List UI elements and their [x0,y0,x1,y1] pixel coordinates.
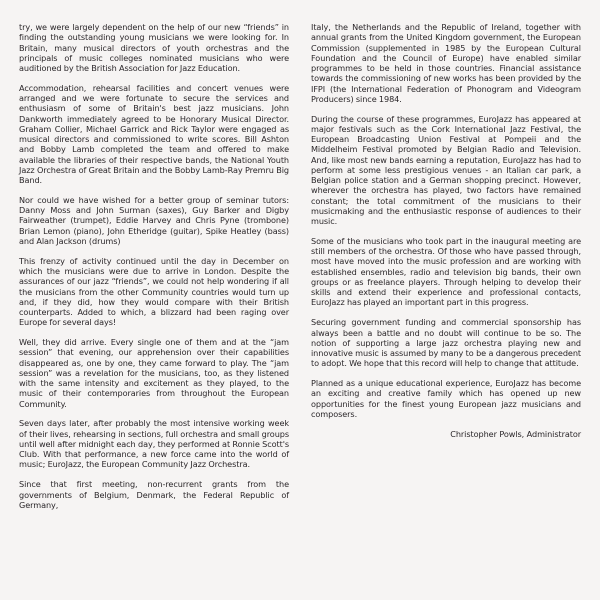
left-text-column [19,22,289,520]
right-paragraph-2: During the course of these programmes, EuroJazz has appeared at major festivals such as the Cork International Jazz Festival, the European Broadcasting Union Festival at Pompeii and the Middelheim Festival promoted by Belgian Radio and Television. And, like most new bands earning a reputation, EuroJazz has had to perform at some less prestigious venues - an Italian car park, a Belgian police station and a German shopping precinct. However, wherever the orchestra has played, two factors have remained constant; the total commitment of the musicians to their musicmaking and the enthusiastic response of audiences to their music. [311,113,581,227]
left-paragraph-7: Since that first meeting, non-recurrent grants from the governments of Belgium, Denmark, the Federal Republic of Germany, [19,479,289,510]
left-paragraph-3: Nor could we have wished for a better group of seminar tutors: Danny Moss and John Surman (saxes), Guy Barker and Digby Fairweather (trumpet), Eddie Harvey and Chris Pyne (trombone) Brian Lemon (piano), John Etheridge (guitar), Spike Heatley (bass) and Alan Jackson (drums) [19,194,289,246]
right-paragraph-3: Some of the musicians who took part in the inaugural meeting are still members of the orchestra. Of those who have passed through, most have moved into the music profession and are working with established ensembles, radio and television big bands, their own groups or as freelance players. Through helping to develop their skills and extend their experience and professional contacts, EuroJazz has played an important part in this progress. [311,235,581,308]
left-paragraph-2: Accommodation, rehearsal facilities and concert venues were arranged and we were fortunate to secure the services and enthusiasm of some of Britain's best jazz musicians. John Dankworth immediately agreed to be Honorary Musical Director. Graham Collier, Michael Garrick and Rick Taylor were engaged as musical directors and commissioned to write scores. Bill Ashton and Bobby Lamb completed the team and offered to make available the libraries of their respective bands, the National Youth Jazz Orchestra of Great Britain and the Bobby Lamb-Ray Premru Big Band. [19,82,289,186]
right-paragraph-1: Italy, the Netherlands and the Republic of Ireland, together with annual grants from the United Kingdom government, the European Commission (supplemented in 1985 by the European Cultural Foundation and the Council of Europe) have enabled similar programmes to be held in those countries. Financial assistance towards the commissioning of new works has been provided by the IFPI (the International Federation of Phonogram and Videogram Producers) since 1984. [311,22,581,104]
left-paragraph-1: try, we were largely dependent on the help of our new “friends” in finding the outstanding young musicians we were looking for. In Britain, many musical directors of youth orchestras and the principals of music colleges nominated musicians who were auditioned by the British Association for Jazz Education. [19,22,289,73]
signature: Christopher Powls, Administrator [450,428,581,439]
left-paragraph-4: This frenzy of activity continued until the day in December on which the musicians were due to arrive in London. Despite the assurances of our jazz “friends”, we could not help wondering if all the musicians from the other Community countries would turn up and, if they did, how they would compare with their British counterparts. Added to which, a blizzard had been raging over Europe for several days! [19,255,289,328]
right-paragraph-5: Planned as a unique educational experience, EuroJazz has become an exciting and creative family which has opened up new opportunities for the finest young European jazz musicians and composers. [311,378,581,419]
left-paragraph-6: Seven days later, after probably the most intensive working week of their lives, rehearsing in sections, full orchestra and small groups until well after midnight each day, they performed at Ronnie Scott's Club. With that performance, a new force came into the world of music; EuroJazz, the European Community Jazz Orchestra. [19,418,289,470]
right-text-column [311,22,581,439]
left-paragraph-5: Well, they did arrive. Every single one of them and at the “jam session” that evening, our apprehension over their capabilities disappeared as, one by one, they came forward to play. The “jam session” was a revelation for the musicians, too, as they listened with the same intensity and excitement as they played, to the music of their contemporaries from throughout the European Community. [19,337,289,409]
right-paragraph-4: Securing government funding and commercial sponsorship has always been a battle and no doubt will continue to be so. The notion of supporting a large jazz orchestra playing new and innovative music is assumed by many to be a dangerous precedent to adopt. We hope that this record will help to change that attitude. [311,317,581,369]
